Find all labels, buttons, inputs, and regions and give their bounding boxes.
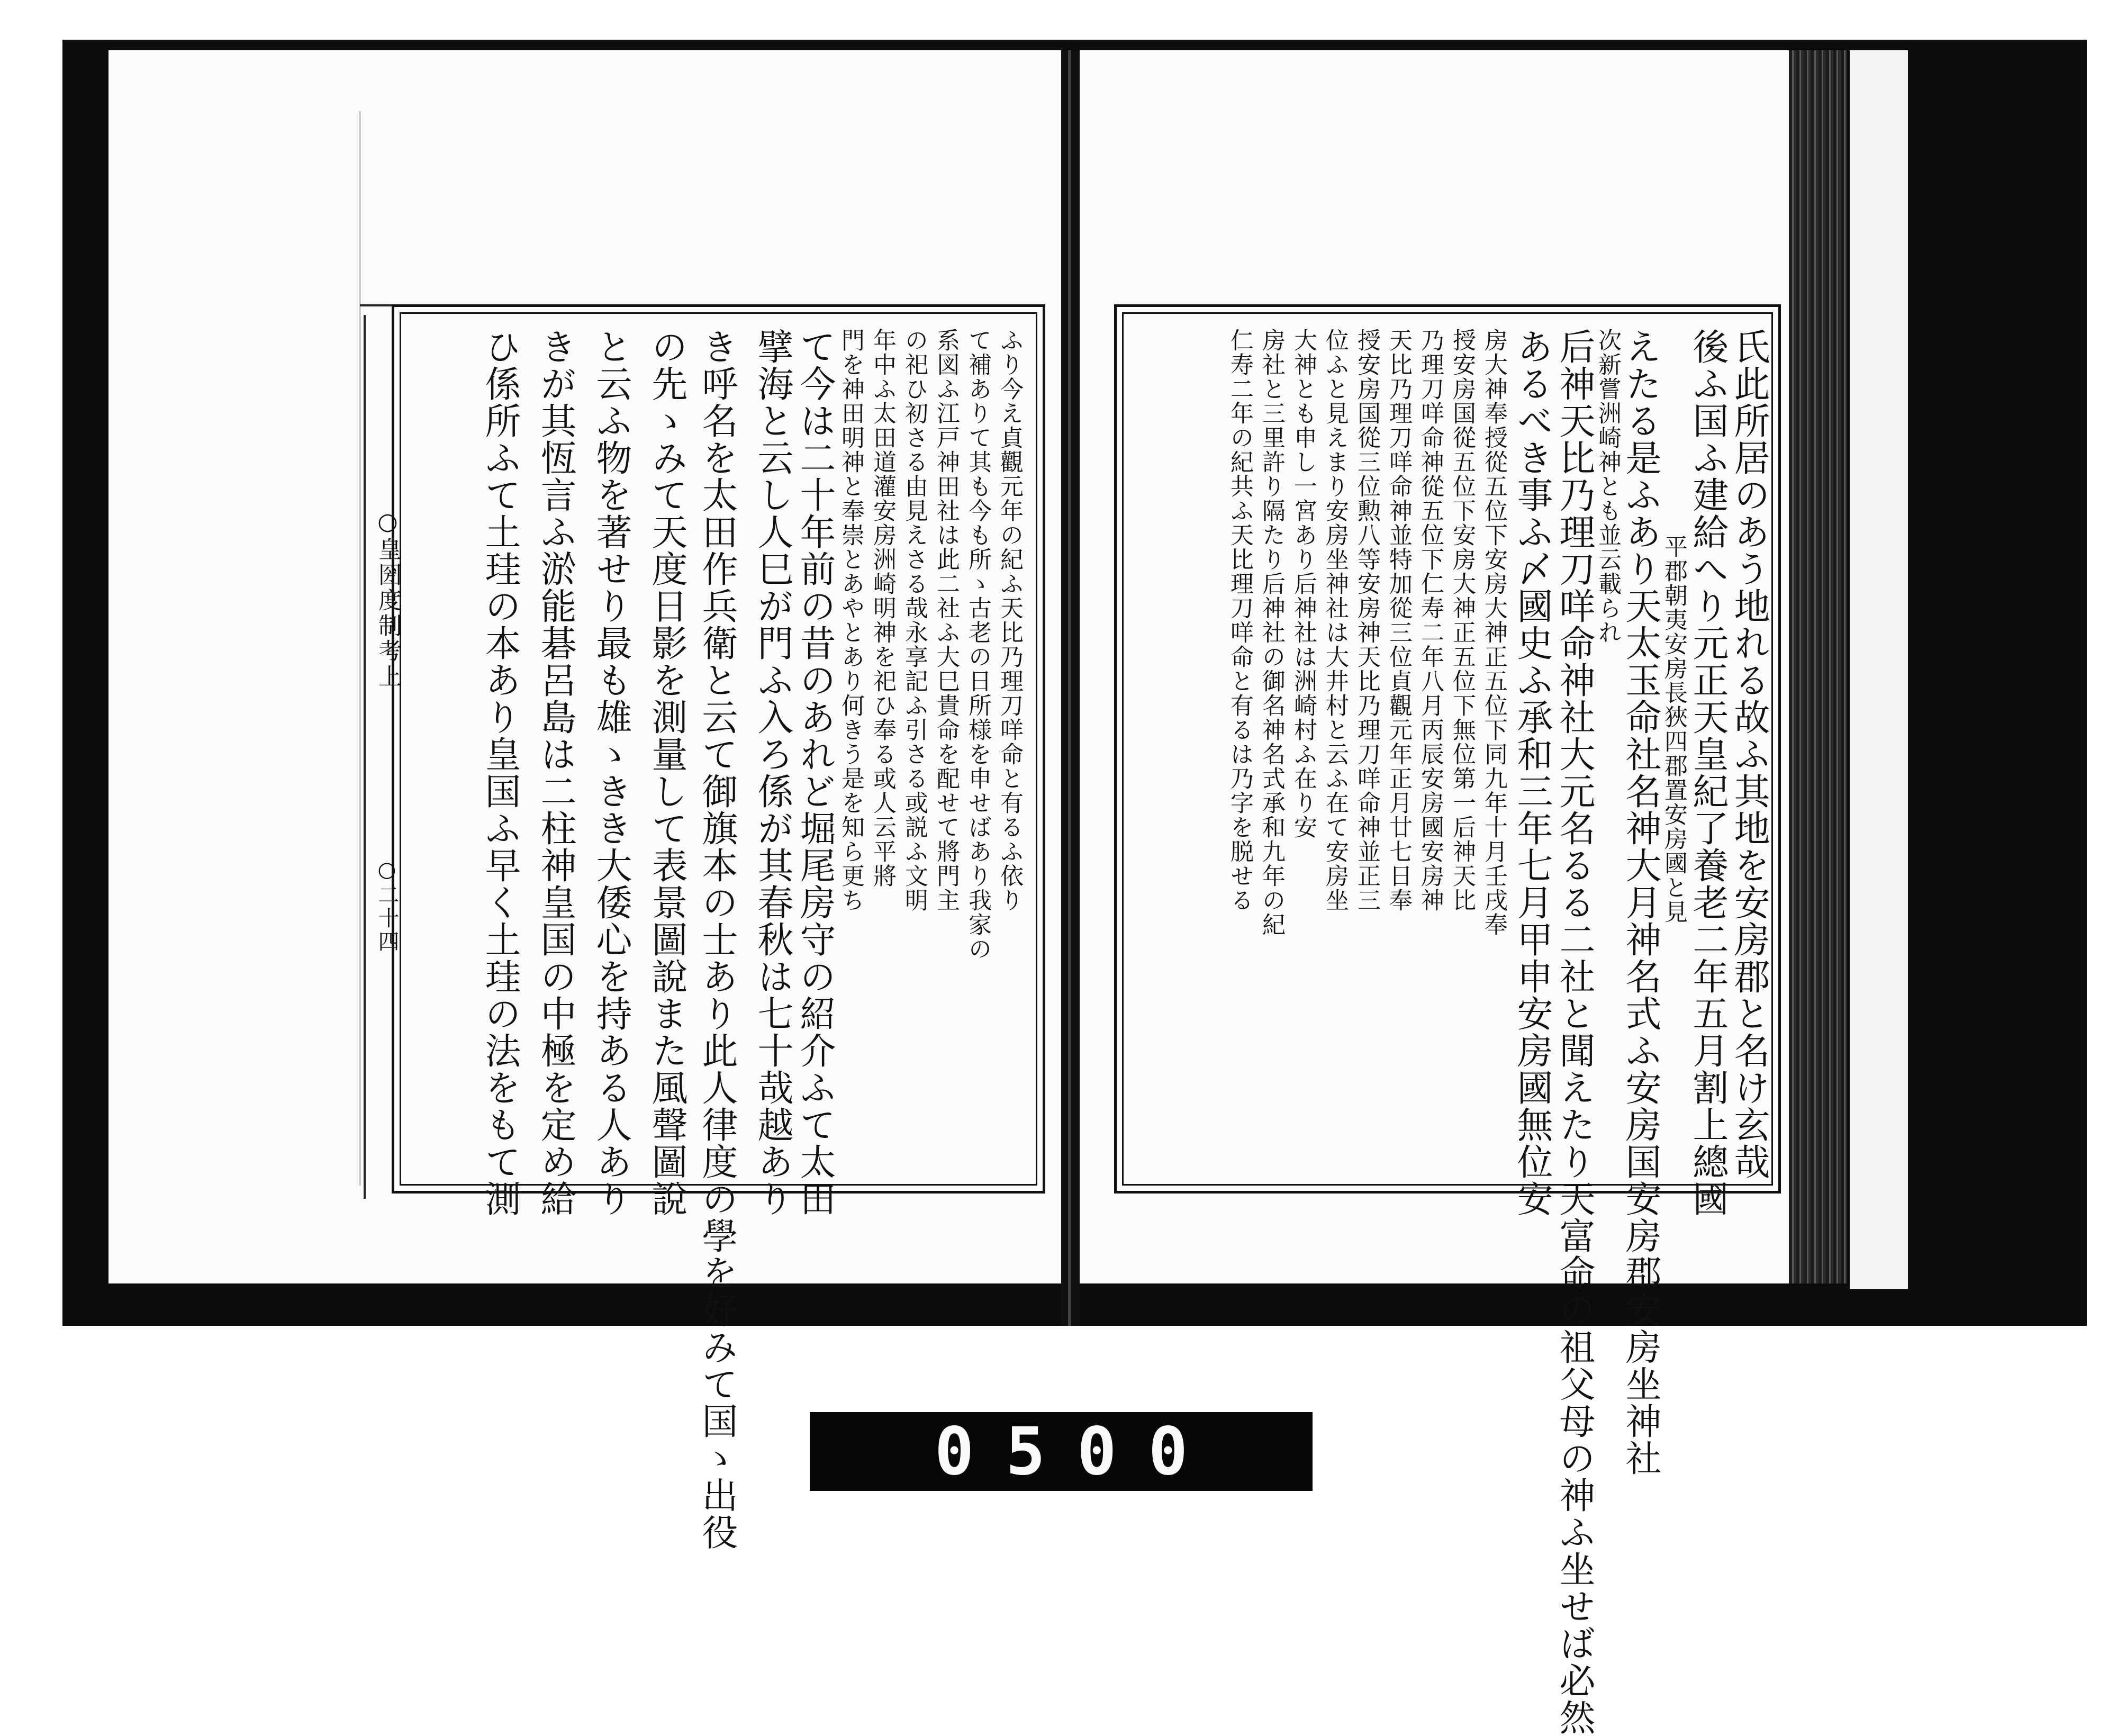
text-column: ふり今え貞觀元年の紀ふ天比乃理刀咩命と有るふ依り — [996, 328, 1023, 912]
text-column: 仁寿二年の紀共ふ天比理刀咩命と有るは乃字を脱せる — [1226, 328, 1253, 912]
margin-top-rule — [360, 304, 392, 306]
text-column: と云ふ物を著せり最も雄ゝきき大倭心を持ある人あり — [590, 328, 632, 1217]
text-column: 授安房国從五位下安房大神正五位下無位第一后神天比 — [1449, 328, 1476, 912]
page-edge-strip — [1850, 50, 1908, 1289]
text-column: 房社と三里許り隔たり后神社の御名神名式承和九年の紀 — [1258, 328, 1285, 937]
frame-counter — [810, 1412, 1313, 1491]
text-column: 次新嘗洲崎神とも並云載られ — [1594, 328, 1621, 645]
text-column: 後ふ国ふ建給へり元正天皇紀了養老二年五月割上總國 — [1687, 328, 1729, 1217]
text-column: の祀ひ初さる由見えさる哉永享記ふ引さる或説ふ文明 — [901, 328, 928, 912]
text-column: 房大神奉授從五位下安房大神正五位下同九年十月壬戌奉 — [1480, 328, 1507, 937]
text-column: 平郡朝夷安房長狹四郡置安房國と見 — [1660, 535, 1687, 924]
margin-book-title: ○皇圀度制考上 — [374, 508, 401, 690]
text-column: えたる是ふあり天太玉命社名神大月神名式ふ安房国安房郡安房坐神社 — [1620, 328, 1661, 1477]
text-column: 天比乃理刀咩命神並特加從三位貞觀元年正月廿七日奉 — [1385, 328, 1412, 912]
right-text-frame — [1114, 304, 1781, 1736]
text-column: 系図ふ江戸神田社は此二社ふ大巳貴命を配せて將門主 — [933, 328, 960, 912]
text-column: 乃理刀咩命神從五位下仁寿二年八月丙辰安房國安房神 — [1417, 328, 1444, 912]
page-edges — [1789, 50, 1847, 1283]
text-column: きが其恆言ふ淤能碁呂島は二柱神皇国の中極を定め給 — [535, 328, 576, 1217]
text-column: 氏此所居のあう地れる故ふ其地を安房郡と名け玄哉 — [1728, 328, 1770, 1180]
text-column: き呼名を太田作兵衛と云て御旗本の士あり此人律度の學を好みて国ゝ出役 — [696, 328, 738, 1551]
text-column: 授安房国從三位勲八等安房神天比乃理刀咩命神並正三 — [1353, 328, 1380, 912]
left-margin-border — [359, 111, 361, 1186]
text-column: 大神とも申し一宮あり后神社は洲崎村ふ在り安 — [1290, 328, 1317, 839]
text-column: の先ゝみて天度日影を測量して表景圖說また風聲圖說 — [646, 328, 687, 1217]
margin-rule — [364, 315, 366, 1199]
text-column: 后神天比乃理刀咩命神社大元名るる二社と聞えたり天富命の祖父母の神ふ坐せば必然 — [1553, 328, 1595, 1736]
text-column: ひ係所ふて土珪の本あり皇国ふ早く土珪の法をもて測 — [479, 328, 521, 1217]
margin-page-number: ○二十四 — [375, 857, 399, 954]
text-column: 年中ふ太田道灌安房洲崎明神を祀ひ奉る或人云平將 — [869, 328, 896, 888]
gutter-line — [1068, 50, 1071, 1326]
text-column: て補ありて其も今も所ゝ古老の日所様を申せばあり我家の — [964, 328, 991, 961]
text-column: 擘海と云し人巳が門ふ入ろ係が其春秋は七十哉越あり — [752, 328, 793, 1217]
text-column: 位ふと見えまり安房坐神社は大井村と云ふ在て安房坐 — [1322, 328, 1349, 912]
frame-counter-number: 0500 — [934, 1413, 1220, 1490]
text-column: て今は二十年前の昔のあれど堀尾房守の紹介ふて太田 — [794, 328, 836, 1217]
left-text-frame — [392, 304, 1045, 1551]
text-column: 門を神田明神と奉崇とあやとあり何きう是を知ら更ち — [837, 328, 864, 912]
text-column: あるべき事ふ〆國史ふ承和三年七月甲申安房國無位安 — [1511, 328, 1553, 1217]
